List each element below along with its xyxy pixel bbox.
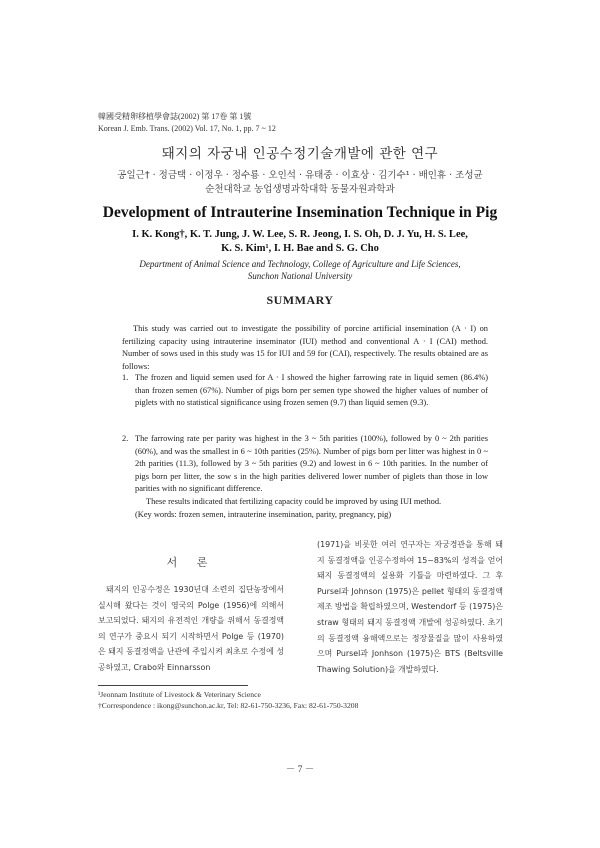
footnote-correspondence: †Correspondence : ikong@sunchon.ac.kr, Tel: 82-61-750-3236, Fax: 82-61-750-3208: [98, 701, 359, 710]
summary-intro: This study was carried out to investigate the possibility of porcine artificial insemination (A · I) on fertilizing capacity using intrauterine inseminator (IUI) method and conventional A · I (CAI) method. Number of sows used in this study was 15 for IUI and 59 for (CAI), respectively. The results obtained are as follows:: [122, 324, 488, 371]
page-number: － 7 －: [285, 765, 315, 775]
journal-english-ref: Korean J. Emb. Trans. (2002) Vol. 17, No. 1, pp. 7 ~ 12: [98, 124, 276, 133]
korean-authors: 공일근† · 정금택 · 이정우 · 정수룡 · 오인석 · 유태중 · 이효상 · 김기수¹ · 배인휴 · 조성균: [117, 170, 483, 181]
summary-closing: These results indicated that fertilizing capacity could be improved by using IUI method.: [146, 497, 442, 506]
summary-item-1-text: The frozen and liquid semen used for A · I showed the higher farrowing rate in liquid semen (86.4%) than frozen semen (67%). Number of pigs born per semen type showed the higher values of number of piglets with no statistical significance using frozen semen (9.7) than liquid semen (9.3).: [135, 373, 488, 407]
summary-item-2-text: The farrowing rate per parity was highest in the 3 ~ 5th parities (100%), followed by 0 ~ 2th parities (60%), and was the smallest in 6 ~ 10th parities (25%). Number of pigs born per litter was highest in 0 ~ 2th parities (11.3), followed by 3 ~ 5th parities (9.2) and lowest in 6 ~ 10th parities. In the number of pigs born per litter, the sow s in the high parities delivered lower number of piglets than those in low parities with no significant difference.: [135, 434, 488, 493]
footnote-divider: [98, 685, 248, 686]
korean-title: 돼지의 자궁내 인공수정기술개발에 관한 연구: [161, 146, 439, 162]
summary-heading: SUMMARY: [266, 293, 334, 307]
footnote-affiliation: ¹Jeonnam Institute of Livestock & Veterinary Science: [98, 690, 261, 699]
summary-item-2-number: 2.: [122, 434, 129, 443]
department-line1: Department of Animal Science and Technology, College of Agriculture and Life Sciences,: [139, 259, 461, 269]
summary-keywords: (Key words: frozen semen, intrauterine insemination, parity, pregnancy, pig): [135, 510, 392, 519]
summary-item-1: [122, 372, 488, 410]
english-authors-line2: K. S. Kim¹, I. H. Bae and S. G. Cho: [221, 243, 379, 254]
introduction-left-column: 돼지의 인공수정은 1930년대 소련의 집단농장에서 실시해 왔다는 것이 영국의 Polge (1956)에 의해서 보고되었다. 돼지의 유전적인 개량을 위해서 동결정액의 연구가 중요시 되기 시작하면서 Polge 등 (1970)은 돼지 동결정액을 난관에 주입시켜 최초로 수정에 성공하였고, Crabo와 Einnarsson: [98, 585, 284, 672]
korean-affiliation: 순천대학교 농업생명과학대학 동물자원과학과: [205, 184, 395, 195]
english-authors-line1: I. K. Kong†, K. T. Jung, J. W. Lee, S. R. Jeong, I. S. Oh, D. J. Yu, H. S. Lee,: [132, 229, 468, 240]
english-title: Development of Intrauterine Insemination Technique in Pig: [102, 204, 498, 221]
journal-korean-ref: 韓國受精卵移植學會誌(2002) 第 17卷 第 1號: [98, 112, 252, 121]
summary-item-1-number: 1.: [122, 373, 129, 382]
introduction-right-column: (1971)을 비롯한 여러 연구자는 자궁경관을 통해 돼지 동결정액을 인공수정하여 15~83%의 성적을 얻어 돼지 동결정액의 실용화 기틀을 마련하였다. 그 후 Pursel과 Johnson (1975)은 pellet 형태의 동결정액 제조 방법을 확립하였으며, Westendorf 등 (1975)은 straw 형태의 돼지 동결정액 개발에 성공하였다. 초기의 동결정액 융해액으로는 정장물질을 많이 사용하였으며 Pursel과 Jonhson (1975)은 BTS (Beltsville Thawing Solution)을 개발하였다.: [317, 540, 503, 674]
department-line2: Sunchon National University: [247, 271, 353, 281]
summary-item-2: [122, 433, 488, 496]
introduction-heading: 서 론: [166, 556, 216, 569]
